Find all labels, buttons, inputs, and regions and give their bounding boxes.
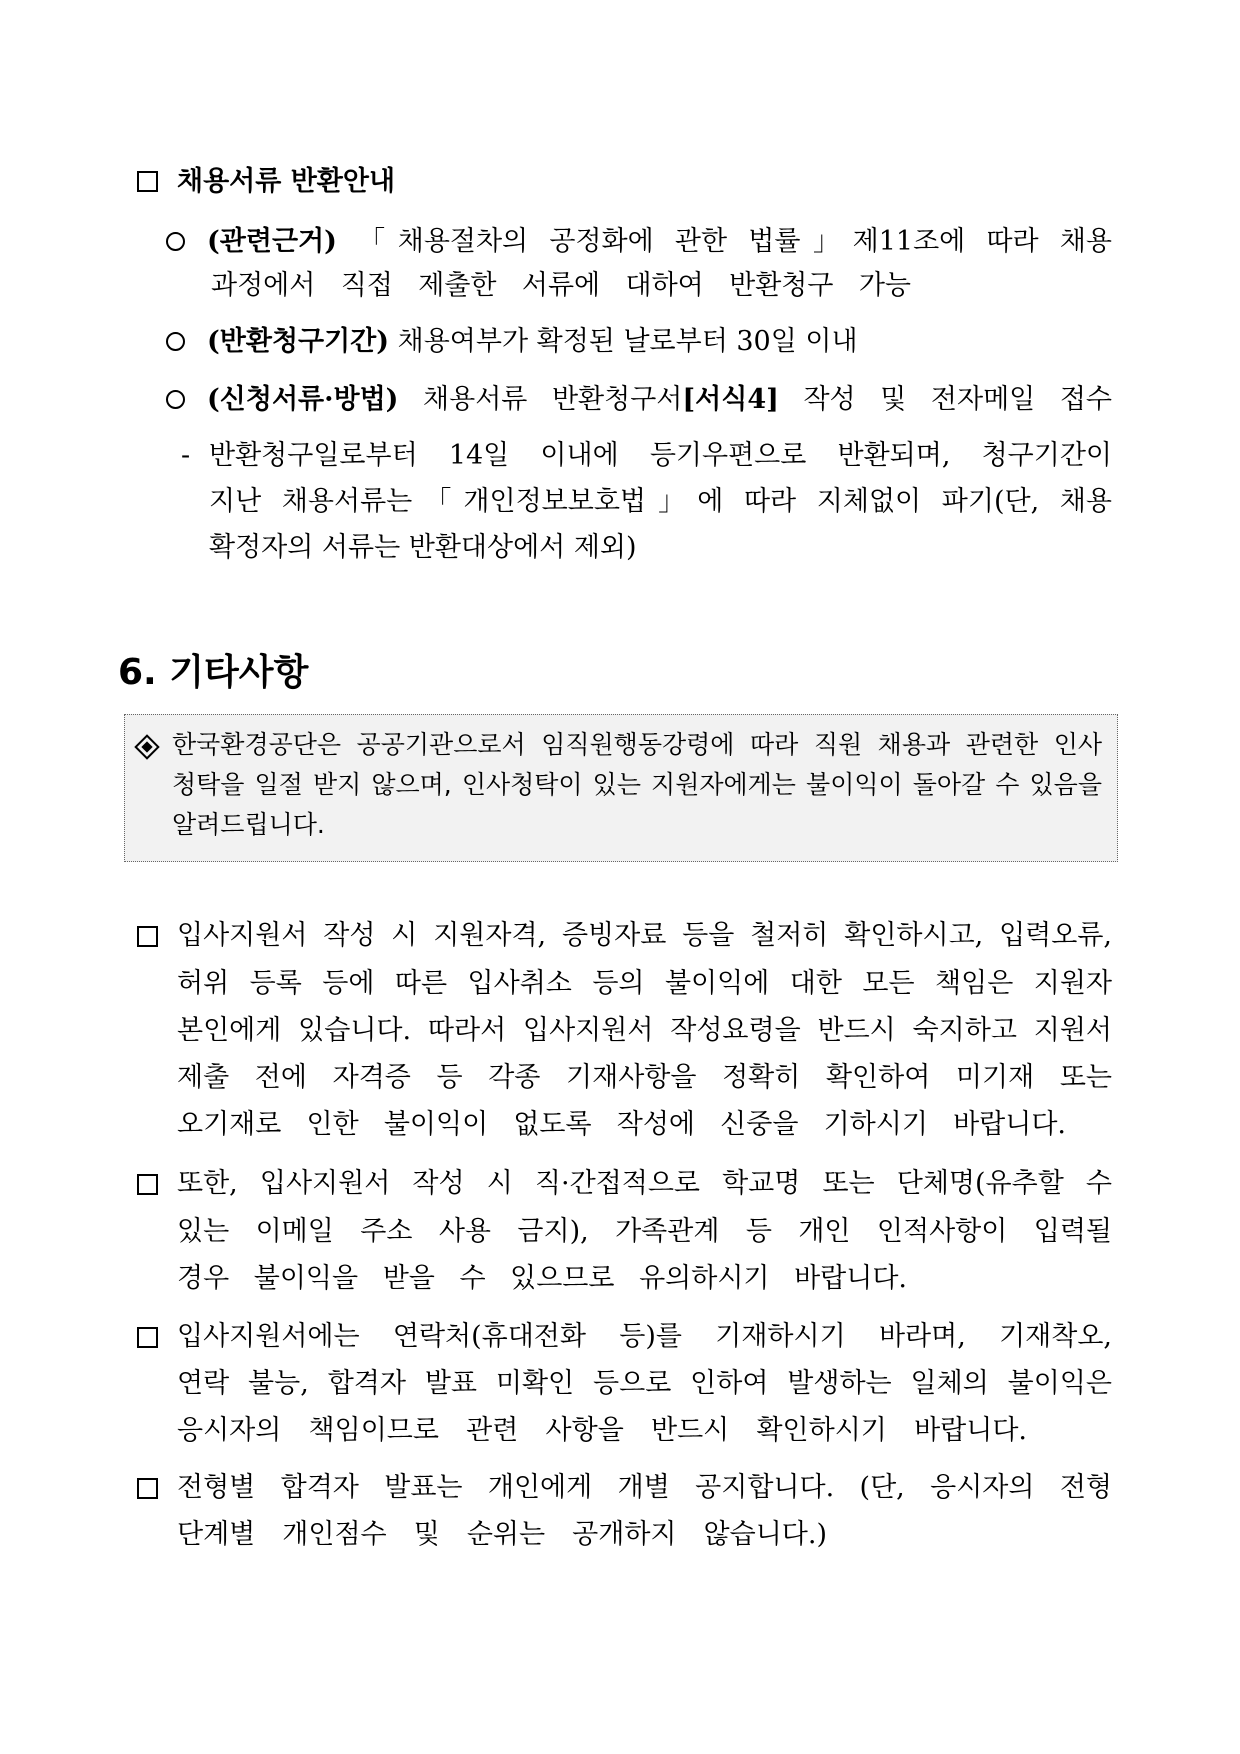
bullet1-line2: 허위 등록 등에 따른 입사취소 등의 불이익에 대한 모든 책임은 지원자 (177, 968, 1112, 999)
item-period (207, 322, 858, 362)
bullet1-line1: 입사지원서 작성 시 지원자격, 증빙자료 등을 철저히 확인하시고, 입력오류, (177, 920, 1112, 951)
bullet3-line3: 응시자의 책임이므로 관련 사항을 반드시 확인하시기 바랍니다. (177, 1415, 1027, 1446)
item-method (207, 380, 1112, 420)
bullet2-line1: 또한, 입사지원서 작성 시 직·간접적으로 학교명 또는 단체명(유추할 수 (177, 1168, 1112, 1199)
circle-bullet-icon (166, 390, 185, 409)
bullet1-line4: 제출 전에 자격증 등 각종 기재사항을 정확히 확인하여 미기재 또는 (177, 1062, 1112, 1093)
checkbox-square-icon (137, 1174, 158, 1195)
bullet1-line5: 오기재로 인한 불이익이 없도록 작성에 신중을 기하시기 바랍니다. (177, 1109, 1066, 1140)
notice-line1: 한국환경공단은 공공기관으로서 임직원행동강령에 따라 직원 채용과 관련한 인사 (172, 730, 1102, 759)
dash-item-line3: 확정자의 서류는 반환대상에서 제외) (209, 532, 637, 563)
bullet3-line1: 입사지원서에는 연락처(휴대전화 등)를 기재하시기 바라며, 기재착오, (177, 1321, 1112, 1352)
section-6-title: 6. 기타사항 (118, 652, 309, 693)
checkbox-square-icon (137, 1478, 158, 1499)
checkbox-square-icon (137, 171, 158, 192)
item-basis-line1 (207, 222, 1112, 262)
dash-marker: - (181, 440, 191, 471)
bullet4-line2: 단계별 개인점수 및 순위는 공개하지 않습니다.) (177, 1519, 827, 1550)
notice-line3: 알려드립니다. (172, 810, 325, 839)
item-period-text: 채용여부가 확정된 날로부터 30일 이내 (397, 326, 858, 357)
bullet1-line3: 본인에게 있습니다. 따라서 입사지원서 작성요령을 반드시 숙지하고 지원서 (177, 1015, 1112, 1046)
section-title: 채용서류 반환안내 (177, 166, 396, 197)
checkbox-square-icon (137, 926, 158, 947)
dash-item-line2: 지난 채용서류는「개인정보보호법」에 따라 지체없이 파기(단, 채용 (209, 486, 1112, 517)
item-basis-text: 「채용절차의 공정화에 관한 법률」제11조에 따라 채용 (358, 226, 1112, 257)
bullet3-line2: 연락 불능, 합격자 발표 미확인 등으로 인하여 발생하는 일체의 불이익은 (177, 1368, 1112, 1399)
notice-line2: 청탁을 일절 받지 않으며, 인사청탁이 있는 지원자에게는 불이익이 돌아갈 수 있음을 (172, 770, 1102, 799)
notice-box (124, 714, 1118, 862)
circle-bullet-icon (166, 332, 185, 351)
item-basis-label: (관련근거) (207, 226, 337, 257)
item-method-text-post: 작성 및 전자메일 접수 (778, 384, 1112, 415)
item-method-form: [서식4] (682, 384, 779, 415)
item-basis-line2: 과정에서 직접 제출한 서류에 대하여 반환청구 가능 (211, 270, 911, 301)
item-method-label: (신청서류·방법) (207, 384, 399, 415)
circle-bullet-icon (166, 232, 185, 251)
item-period-label: (반환청구기간) (207, 326, 390, 357)
checkbox-square-icon (137, 1327, 158, 1348)
item-method-text-pre: 채용서류 반환청구서 (423, 384, 683, 415)
bullet4-line1: 전형별 합격자 발표는 개인에게 개별 공지합니다. (단, 응시자의 전형 (177, 1472, 1112, 1503)
dash-item-line1: 반환청구일로부터 14일 이내에 등기우편으로 반환되며, 청구기간이 (209, 440, 1112, 471)
bullet2-line3: 경우 불이익을 받을 수 있으므로 유의하시기 바랍니다. (177, 1263, 907, 1294)
bullet2-line2: 있는 이메일 주소 사용 금지), 가족관계 등 개인 인적사항이 입력될 (177, 1216, 1112, 1247)
